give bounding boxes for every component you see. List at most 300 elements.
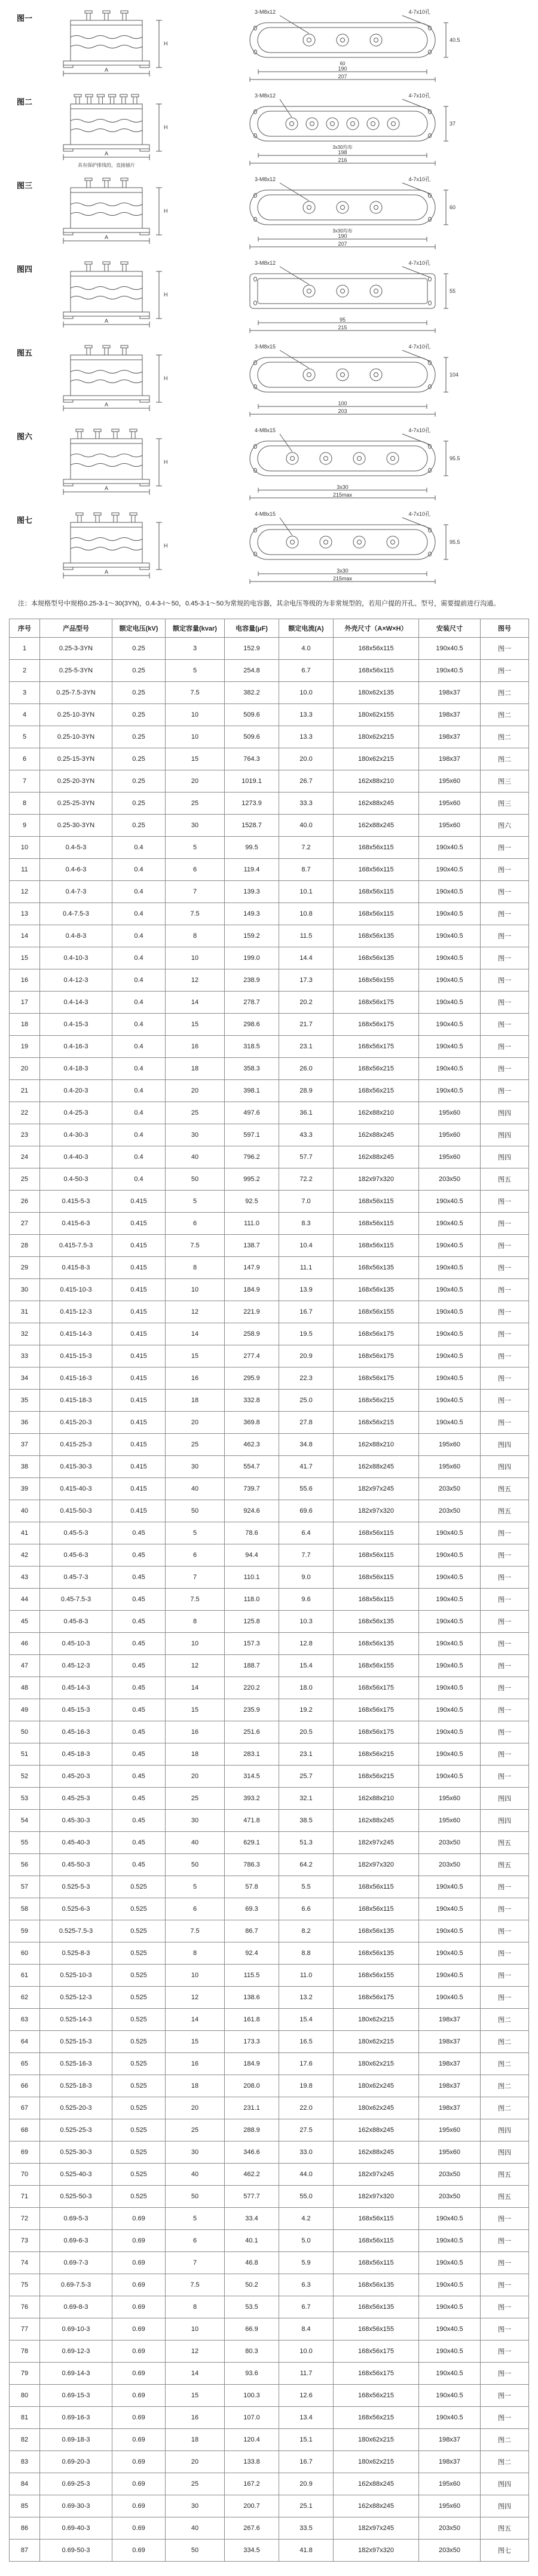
table-row	[10, 2141, 529, 2164]
table-cell: 图一	[481, 1611, 529, 1633]
table-row	[10, 947, 529, 969]
column-header: 外壳尺寸（A×W×H）	[334, 619, 419, 638]
table-cell: 13.4	[279, 2407, 334, 2429]
table-cell: 203x50	[419, 2186, 481, 2208]
table-cell: 图一	[481, 1412, 529, 1434]
table-cell: 462.3	[225, 1434, 279, 1456]
table-cell: 58	[10, 1898, 40, 1920]
table-cell: 0.69	[112, 2296, 166, 2318]
table-row	[10, 704, 529, 726]
table-cell: 0.525	[112, 1987, 166, 2009]
table-cell: 0.525	[112, 2031, 166, 2053]
table-cell: 7.5	[166, 682, 225, 704]
table-cell: 168x56x155	[334, 1965, 419, 1987]
table-cell: 288.9	[225, 2119, 279, 2141]
table-cell: 8.7	[279, 859, 334, 881]
table-cell: 图一	[481, 1323, 529, 1345]
table-cell: 739.7	[225, 1478, 279, 1500]
table-cell: 36.1	[279, 1102, 334, 1124]
table-cell: 53	[10, 1788, 40, 1810]
table-cell: 0.415-18-3	[40, 1390, 112, 1412]
table-cell: 15.1	[279, 2429, 334, 2451]
table-cell: 0.4	[112, 1168, 166, 1191]
figure-row	[0, 424, 538, 508]
table-cell: 23	[10, 1124, 40, 1146]
svg-text:190: 190	[338, 66, 347, 72]
table-cell: 10	[166, 1965, 225, 1987]
table-cell: 203x50	[419, 2540, 481, 2562]
table-cell: 图四	[481, 1456, 529, 1478]
table-cell: 0.415-10-3	[40, 1279, 112, 1301]
table-cell: 0.525-15-3	[40, 2031, 112, 2053]
table-cell: 190x40.5	[419, 992, 481, 1014]
table-cell: 0.45-20-3	[40, 1766, 112, 1788]
svg-text:3-M8x15: 3-M8x15	[255, 344, 276, 350]
table-cell: 19.5	[279, 1323, 334, 1345]
table-cell: 6.6	[279, 1898, 334, 1920]
table-cell: 图一	[481, 1699, 529, 1721]
table-cell: 462.2	[225, 2164, 279, 2186]
table-cell: 图一	[481, 1677, 529, 1699]
table-cell: 764.3	[225, 748, 279, 770]
table-cell: 190x40.5	[419, 2296, 481, 2318]
svg-text:203: 203	[338, 408, 347, 414]
table-cell: 图五	[481, 1832, 529, 1854]
table-cell: 图五	[481, 2517, 529, 2540]
table-cell: 168x56x135	[334, 1611, 419, 1633]
table-cell: 6	[166, 1898, 225, 1920]
table-row	[10, 2495, 529, 2517]
table-cell: 图一	[481, 992, 529, 1014]
svg-text:3-M8x12: 3-M8x12	[255, 9, 276, 15]
spec-table-head	[10, 619, 529, 638]
table-cell: 25	[166, 793, 225, 815]
table-cell: 66.9	[225, 2318, 279, 2341]
table-cell: 图一	[481, 1367, 529, 1390]
table-cell: 27.5	[279, 2119, 334, 2141]
table-cell: 0.525-50-3	[40, 2186, 112, 2208]
table-cell: 0.4-15-3	[40, 1014, 112, 1036]
table-row	[10, 1699, 529, 1721]
table-cell: 0.25	[112, 660, 166, 682]
table-cell: 7.7	[279, 1544, 334, 1567]
table-cell: 162x88x245	[334, 1146, 419, 1168]
table-cell: 0.4-5-3	[40, 837, 112, 859]
table-cell: 38.5	[279, 1810, 334, 1832]
table-cell: 0.69-50-3	[40, 2540, 112, 2562]
table-cell: 40	[10, 1500, 40, 1522]
table-cell: 168x56x215	[334, 1080, 419, 1102]
table-cell: 162x88x210	[334, 1788, 419, 1810]
table-cell: 图一	[481, 859, 529, 881]
table-cell: 0.25-7.5-3YN	[40, 682, 112, 704]
table-cell: 图一	[481, 1920, 529, 1942]
table-cell: 0.4	[112, 925, 166, 947]
table-row	[10, 2429, 529, 2451]
table-cell: 图三	[481, 770, 529, 793]
table-cell: 188.7	[225, 1655, 279, 1677]
table-row	[10, 2274, 529, 2296]
table-cell: 图四	[481, 2141, 529, 2164]
table-cell: 597.1	[225, 1124, 279, 1146]
table-cell: 图一	[481, 2208, 529, 2230]
table-cell: 图四	[481, 2473, 529, 2495]
table-cell: 0.45	[112, 1832, 166, 1854]
figure-list	[0, 0, 538, 592]
table-row	[10, 1390, 529, 1412]
table-cell: 图一	[481, 660, 529, 682]
table-cell: 0.69-7.5-3	[40, 2274, 112, 2296]
figure-label: 图四	[17, 265, 33, 274]
table-cell: 0.45	[112, 1567, 166, 1589]
table-cell: 0.45-7.5-3	[40, 1589, 112, 1611]
table-cell: 29	[10, 1257, 40, 1279]
table-cell: 0.4	[112, 947, 166, 969]
table-cell: 0.525	[112, 1920, 166, 1942]
svg-text:215max: 215max	[332, 492, 353, 498]
table-cell: 9.0	[279, 1567, 334, 1589]
table-cell: 0.45-5-3	[40, 1522, 112, 1544]
table-row	[10, 1655, 529, 1677]
table-cell: 0.4-6-3	[40, 859, 112, 881]
table-cell: 8.3	[279, 1213, 334, 1235]
table-cell: 图一	[481, 1257, 529, 1279]
table-cell: 471.8	[225, 1810, 279, 1832]
table-cell: 42	[10, 1544, 40, 1567]
table-cell: 203x50	[419, 1168, 481, 1191]
table-cell: 182x97x245	[334, 1478, 419, 1500]
table-cell: 0.415	[112, 1367, 166, 1390]
table-cell: 15	[166, 2031, 225, 2053]
table-cell: 14	[166, 2009, 225, 2031]
table-cell: 图五	[481, 1854, 529, 1876]
table-cell: 16	[166, 2053, 225, 2075]
table-cell: 83	[10, 2451, 40, 2473]
table-cell: 32.1	[279, 1788, 334, 1810]
table-row	[10, 2186, 529, 2208]
column-header: 额定容量(kvar)	[166, 619, 225, 638]
table-cell: 43.3	[279, 1124, 334, 1146]
table-cell: 0.69	[112, 2407, 166, 2429]
table-cell: 0.4-7.5-3	[40, 903, 112, 925]
table-cell: 20	[166, 1080, 225, 1102]
table-cell: 168x56x175	[334, 1721, 419, 1743]
table-cell: 0.69	[112, 2208, 166, 2230]
table-cell: 497.6	[225, 1102, 279, 1124]
table-cell: 168x56x115	[334, 1191, 419, 1213]
table-cell: 314.5	[225, 1766, 279, 1788]
svg-text:A: A	[104, 151, 109, 157]
table-cell: 190x40.5	[419, 1390, 481, 1412]
table-cell: 995.2	[225, 1168, 279, 1191]
table-cell: 图一	[481, 1014, 529, 1036]
table-cell: 14	[166, 1677, 225, 1699]
table-cell: 180x62x215	[334, 2053, 419, 2075]
table-cell: 180x62x215	[334, 2009, 419, 2031]
table-cell: 0.45-10-3	[40, 1633, 112, 1655]
table-cell: 51.3	[279, 1832, 334, 1854]
table-row	[10, 2540, 529, 2562]
figure-drawing	[53, 424, 519, 504]
table-cell: 69.6	[279, 1500, 334, 1522]
table-cell: 71	[10, 2186, 40, 2208]
table-cell: 92.4	[225, 1942, 279, 1965]
table-cell: 195x60	[419, 1124, 481, 1146]
table-row	[10, 1279, 529, 1301]
table-cell: 图四	[481, 1434, 529, 1456]
table-cell: 190x40.5	[419, 2318, 481, 2341]
table-cell: 33.0	[279, 2141, 334, 2164]
table-cell: 7.0	[279, 1191, 334, 1213]
table-cell: 168x56x115	[334, 1544, 419, 1567]
table-row	[10, 837, 529, 859]
figure-label: 图六	[17, 432, 33, 441]
table-cell: 40.0	[279, 815, 334, 837]
table-cell: 图一	[481, 2385, 529, 2407]
table-cell: 924.6	[225, 1500, 279, 1522]
table-cell: 16	[166, 1721, 225, 1743]
table-cell: 168x56x135	[334, 1920, 419, 1942]
table-cell: 19.2	[279, 1699, 334, 1721]
table-cell: 0.525	[112, 2009, 166, 2031]
table-cell: 7	[166, 881, 225, 903]
svg-text:3x30均布: 3x30均布	[332, 145, 353, 150]
table-cell: 0.525	[112, 1876, 166, 1898]
table-cell: 0.45-6-3	[40, 1544, 112, 1567]
table-cell: 87	[10, 2540, 40, 2562]
table-row	[10, 1965, 529, 1987]
table-cell: 13.2	[279, 1987, 334, 2009]
table-cell: 57.8	[225, 1876, 279, 1898]
table-cell: 190x40.5	[419, 1080, 481, 1102]
table-cell: 10	[166, 704, 225, 726]
table-cell: 0.525	[112, 2186, 166, 2208]
table-cell: 图一	[481, 969, 529, 992]
table-cell: 图二	[481, 2009, 529, 2031]
table-cell: 190x40.5	[419, 1655, 481, 1677]
table-cell: 168x56x135	[334, 1942, 419, 1965]
table-cell: 0.415	[112, 1301, 166, 1323]
figure-row	[0, 508, 538, 592]
table-cell: 图一	[481, 1279, 529, 1301]
table-cell: 11.5	[279, 925, 334, 947]
table-cell: 图一	[481, 1655, 529, 1677]
table-row	[10, 969, 529, 992]
table-cell: 190x40.5	[419, 1699, 481, 1721]
table-cell: 17.6	[279, 2053, 334, 2075]
svg-text:55: 55	[450, 288, 456, 294]
table-cell: 48	[10, 1677, 40, 1699]
table-cell: 20.2	[279, 992, 334, 1014]
svg-text:100: 100	[338, 400, 347, 406]
table-cell: 0.69	[112, 2451, 166, 2473]
table-cell: 74	[10, 2252, 40, 2274]
table-cell: 190x40.5	[419, 837, 481, 859]
table-row	[10, 1036, 529, 1058]
table-cell: 0.45	[112, 1766, 166, 1788]
table-cell: 0.45	[112, 1655, 166, 1677]
table-cell: 66	[10, 2075, 40, 2097]
table-cell: 79	[10, 2363, 40, 2385]
table-cell: 31	[10, 1301, 40, 1323]
table-cell: 203x50	[419, 2164, 481, 2186]
table-cell: 图一	[481, 1965, 529, 1987]
table-cell: 10	[166, 2318, 225, 2341]
table-cell: 7.5	[166, 1235, 225, 1257]
table-cell: 190x40.5	[419, 1323, 481, 1345]
table-cell: 203x50	[419, 1854, 481, 1876]
table-cell: 0.415	[112, 1279, 166, 1301]
table-row	[10, 1898, 529, 1920]
table-cell: 图一	[481, 2252, 529, 2274]
table-cell: 198x37	[419, 2075, 481, 2097]
table-cell: 5	[10, 726, 40, 748]
table-cell: 20.9	[279, 2473, 334, 2495]
figure-drawing	[53, 173, 519, 253]
table-cell: 53.5	[225, 2296, 279, 2318]
table-cell: 0.45-12-3	[40, 1655, 112, 1677]
table-cell: 图一	[481, 1567, 529, 1589]
table-cell: 168x56x135	[334, 2274, 419, 2296]
table-cell: 0.525	[112, 2097, 166, 2119]
table-cell: 0.25-15-3YN	[40, 748, 112, 770]
table-cell: 198x37	[419, 2031, 481, 2053]
table-cell: 168x56x115	[334, 2230, 419, 2252]
table-cell: 162x88x245	[334, 1456, 419, 1478]
column-header: 额定电压(kV)	[112, 619, 166, 638]
table-cell: 0.69-16-3	[40, 2407, 112, 2429]
table-cell: 0.45	[112, 1721, 166, 1743]
svg-text:3-M8x12: 3-M8x12	[255, 260, 276, 266]
table-cell: 0.4	[112, 1102, 166, 1124]
table-cell: 77	[10, 2318, 40, 2341]
table-cell: 0.69	[112, 2429, 166, 2451]
table-cell: 509.6	[225, 726, 279, 748]
svg-text:具有保护排线的，直接插片: 具有保护排线的，直接插片	[78, 163, 135, 168]
table-cell: 190x40.5	[419, 1766, 481, 1788]
table-cell: 13.9	[279, 1279, 334, 1301]
table-cell: 190x40.5	[419, 2363, 481, 2385]
table-cell: 50	[166, 1168, 225, 1191]
table-cell: 0.4	[112, 1014, 166, 1036]
table-row	[10, 1810, 529, 1832]
table-cell: 162x88x210	[334, 770, 419, 793]
table-cell: 0.525-8-3	[40, 1942, 112, 1965]
table-cell: 65	[10, 2053, 40, 2075]
svg-text:4-7x10孔: 4-7x10孔	[408, 344, 430, 350]
table-cell: 46	[10, 1633, 40, 1655]
column-header: 电容量(μF)	[225, 619, 279, 638]
table-cell: 34.8	[279, 1434, 334, 1456]
table-cell: 0.69-18-3	[40, 2429, 112, 2451]
table-cell: 168x56x215	[334, 1412, 419, 1434]
table-cell: 168x56x135	[334, 925, 419, 947]
table-cell: 334.5	[225, 2540, 279, 2562]
table-row	[10, 748, 529, 770]
table-cell: 0.25	[112, 638, 166, 660]
table-cell: 190x40.5	[419, 1301, 481, 1323]
table-cell: 198x37	[419, 2097, 481, 2119]
table-cell: 0.525	[112, 2119, 166, 2141]
table-cell: 80.3	[225, 2341, 279, 2363]
table-cell: 图二	[481, 726, 529, 748]
table-cell: 0.69	[112, 2473, 166, 2495]
table-cell: 235.9	[225, 1699, 279, 1721]
figure-label: 图二	[17, 97, 33, 106]
table-cell: 81	[10, 2407, 40, 2429]
table-cell: 45	[10, 1611, 40, 1633]
table-cell: 190x40.5	[419, 903, 481, 925]
table-cell: 0.525	[112, 2164, 166, 2186]
table-cell: 382.2	[225, 682, 279, 704]
table-cell: 195x60	[419, 1456, 481, 1478]
table-cell: 0.25-20-3YN	[40, 770, 112, 793]
table-cell: 198x37	[419, 2009, 481, 2031]
table-cell: 190x40.5	[419, 1942, 481, 1965]
svg-text:H: H	[164, 292, 168, 298]
table-cell: 图二	[481, 2053, 529, 2075]
table-cell: 0.45	[112, 1522, 166, 1544]
table-cell: 162x88x210	[334, 1434, 419, 1456]
table-cell: 168x56x115	[334, 859, 419, 881]
spec-note: 注：本规格型号中规格0.25-3-1～30(3YN)，0.4-3-I～50，0.45-3-1～50为常规的电容器，其余电压等级的为非常规型的，若用户提的开孔、型号，需要提前进行沟通。	[18, 600, 500, 607]
table-cell: 0.415-6-3	[40, 1213, 112, 1235]
table-row	[10, 1257, 529, 1279]
table-cell: 图二	[481, 2429, 529, 2451]
table-cell: 0.415-50-3	[40, 1500, 112, 1522]
table-cell: 25	[166, 1102, 225, 1124]
table-row	[10, 2407, 529, 2429]
table-cell: 7.5	[166, 1589, 225, 1611]
table-cell: 图二	[481, 748, 529, 770]
svg-text:198: 198	[338, 149, 347, 155]
table-cell: 190x40.5	[419, 660, 481, 682]
table-cell: 0.525-30-3	[40, 2141, 112, 2164]
table-cell: 180x62x135	[334, 682, 419, 704]
table-cell: 0.69	[112, 2540, 166, 2562]
table-cell: 195x60	[419, 1788, 481, 1810]
header-row	[10, 619, 529, 638]
table-cell: 0.4	[112, 903, 166, 925]
table-cell: 190x40.5	[419, 2252, 481, 2274]
table-cell: 20	[166, 2451, 225, 2473]
table-row	[10, 770, 529, 793]
table-cell: 52	[10, 1766, 40, 1788]
table-cell: 184.9	[225, 2053, 279, 2075]
table-row	[10, 2208, 529, 2230]
table-cell: 44.0	[279, 2164, 334, 2186]
table-cell: 图一	[481, 1301, 529, 1323]
svg-text:H: H	[164, 124, 168, 130]
table-cell: 78.6	[225, 1522, 279, 1544]
table-cell: 195x60	[419, 1434, 481, 1456]
table-cell: 0.415	[112, 1257, 166, 1279]
svg-text:207: 207	[338, 74, 347, 79]
table-cell: 图二	[481, 682, 529, 704]
table-cell: 27	[10, 1213, 40, 1235]
table-cell: 162x88x245	[334, 815, 419, 837]
table-cell: 15	[166, 2385, 225, 2407]
table-cell: 2	[10, 660, 40, 682]
table-cell: 7.5	[166, 2274, 225, 2296]
table-cell: 图五	[481, 1478, 529, 1500]
table-cell: 138.7	[225, 1235, 279, 1257]
figure-svg-holder	[53, 173, 519, 253]
column-header: 产品型号	[40, 619, 112, 638]
table-cell: 75	[10, 2274, 40, 2296]
table-cell: 152.9	[225, 638, 279, 660]
figure-svg-holder	[53, 341, 519, 421]
